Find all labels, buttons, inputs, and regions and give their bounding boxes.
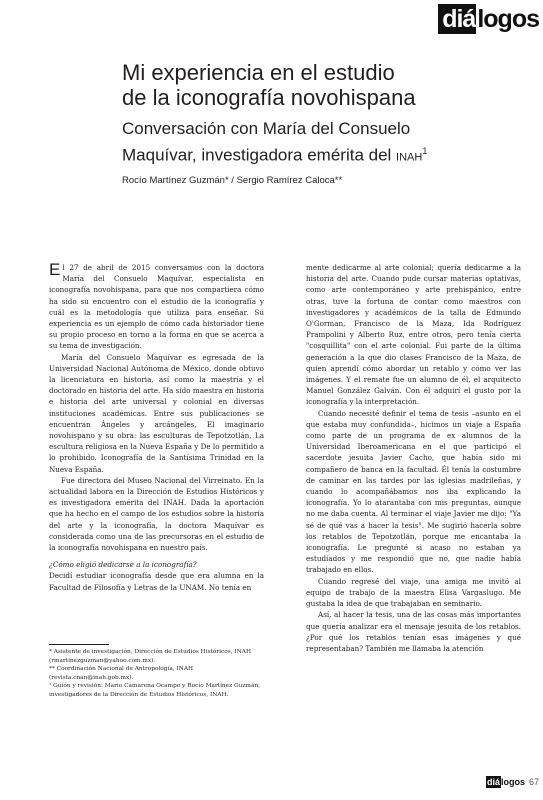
interview-question: ¿Cómo eligió dedicarse a la iconografía? bbox=[49, 560, 197, 570]
paragraph: Cuando necesité definir el tema de tesis –asunto en el que estaba muy confundida–, hicimos un viaje a España como parte de un programa de ex alumnos de la Universidad Iberoamericana en el que participó el sacerdote jesuita Javier Cacho, que había sido mi compañero de banca en la facultad. Él tenía la costumbre de caminar en las tardes por las iglesias madrileñas, y cuando lo acompañábamos nos iba explicando la iconografía. Yo lo atarantaba con mis preguntas, aunque no me daba cuenta. Al terminar el viaje Javier me dijo: "Ya sé de qué vas a hacer la tesis". Me sugirió hacerla sobre los retablos de Tepotzotlán, porque me encantaba la iconografía. Le pregunté si acaso no estaban ya estudiados y me respondió que no, que nadie había trabajado en ellos. bbox=[306, 408, 521, 575]
paragraph bbox=[49, 262, 264, 352]
page-footer bbox=[486, 776, 539, 788]
footer-logo-logos: logos bbox=[501, 777, 526, 787]
subtitle-line-1: Conversación con María del Consuelo bbox=[122, 119, 411, 138]
text-column-right bbox=[306, 262, 521, 654]
paragraph: Decidí estudiar iconografía desde que era alumna en la Facultad de Filosofía y Letras de la UNAM. No tenía en bbox=[49, 571, 264, 592]
paragraph: María del Consuelo Maquívar es egresada de la Universidad Nacional Autónoma de México, donde obtuvo la licenciatura en historia, así como la maestría y el doctorado en historia del arte. Ha sido maestra en historia e historia del arte universal y colonial en diversas instituciones académicas. Entre sus publicaciones se encuentran Ángeles y arcángeles, El imaginario novohispano y su obra: las esculturas de Tepotzotlán, La escultura religiosa en la Nueva España y De lo permitido a lo prohibido. Iconografía de la Santísima Trinidad en la Nueva España. bbox=[49, 352, 264, 474]
paragraph: Así, al hacer la tesis, una de las cosas más importantes que quería analizar era el mensaje jesuita de los retablos. ¿Por qué los retablos tenían esas imágenes y qué representaban? También me llamaba la atención bbox=[306, 610, 521, 653]
footnotes bbox=[49, 648, 264, 700]
paragraph: Cuando regresé del viaje, una amiga me invitó al equipo de trabajo de la maestra Elisa Vargaslugo. Me gustaba la idea de que trabajaban en seminario. bbox=[306, 576, 521, 609]
subtitle-footnote-mark: 1 bbox=[422, 146, 428, 156]
footer-logo bbox=[486, 776, 525, 788]
subtitle-inah: INAH bbox=[396, 151, 423, 164]
text-column-left bbox=[49, 262, 264, 593]
footnote-divider bbox=[49, 644, 109, 645]
magazine-logo bbox=[438, 4, 543, 34]
subtitle-line-2: Maquívar, investigadora emérita del bbox=[122, 145, 397, 165]
footer-logo-dia: diá bbox=[487, 777, 501, 787]
footnote: ¹ Guión y revisión: Mario Camarena Ocampo y Rocío Martínez Guzmán, investigadores de la Dirección de Estudios Históricos, INAH. bbox=[49, 683, 260, 698]
title-line-1: Mi experiencia en el estudio bbox=[122, 60, 395, 85]
footnote: * Asistente de investigación, Dirección de Estudios Históricos, INAH (rmartinezguzman@yahoo.com.mx). bbox=[49, 649, 252, 664]
article-subtitle bbox=[122, 117, 522, 170]
article-title bbox=[122, 60, 522, 110]
page-number: 67 bbox=[529, 777, 540, 787]
logo-part-dia: diá bbox=[438, 4, 476, 34]
footnote: ** Coordinación Nacional de Antropología, INAH (revista.cnan@inah.gob.mx). bbox=[49, 666, 194, 681]
paragraph: mente dedicarme al arte colonial; quería dedicarme a la historia del arte. Cuando pude cursar materias optativas, como arte contemporáneo y arte prehispánico, entre otras, tuve la fortuna de contar como maestros con investigadores y académicos de la talla de Edmundo O'Gorman, Francisco de la Maza, Ida Rodríguez Prampolini y Alberto Ruz, entre otros, pero tenía cierta "cosquillita" con el arte colonial. Fui parte de la última generación a la que dio clases Francisco de la Maza, de quien aprendí cómo abordar un retablo y cómo ver las imágenes. Y el remate fue un alumno de él, el arquitecto Manuel González Galván. Con él adquirí el gusto por la iconografía y la interpretación. bbox=[306, 263, 521, 407]
article-authors: Rocío Martínez Guzmán* / Sergio Ramírez Caloca** bbox=[122, 175, 343, 186]
title-line-2: de la iconografía novohispana bbox=[122, 85, 416, 110]
logo-part-logos: logos bbox=[476, 4, 543, 34]
paragraph: Fue directora del Museo Nacional del Virreinato. En la actualidad labora en la Dirección de Estudios Históricos y es investigadora emérita del INAH. Dada la aportación que ha hecho en el campo de los estudios sobre la historia del arte y la iconografía, la doctora Maquívar es considerada como una de las precursoras en el estudio de la iconografía novohispana en nuestro país. bbox=[49, 475, 264, 553]
paragraph-text: l 27 de abril de 2015 conversamos con la doctora María del Consuelo Maquívar, especialista en iconografía novohispana, para que nos compartiera cómo ha sido su encuentro con el estudio de la iconografía y cuál es la metodología que utiliza para enseñar. Su experiencia es un ejemplo de cómo cada historiador tiene su propio proceso en torno a la forma en que se acerca a su tema de investigación. bbox=[49, 263, 264, 351]
drop-cap: E bbox=[49, 260, 61, 279]
